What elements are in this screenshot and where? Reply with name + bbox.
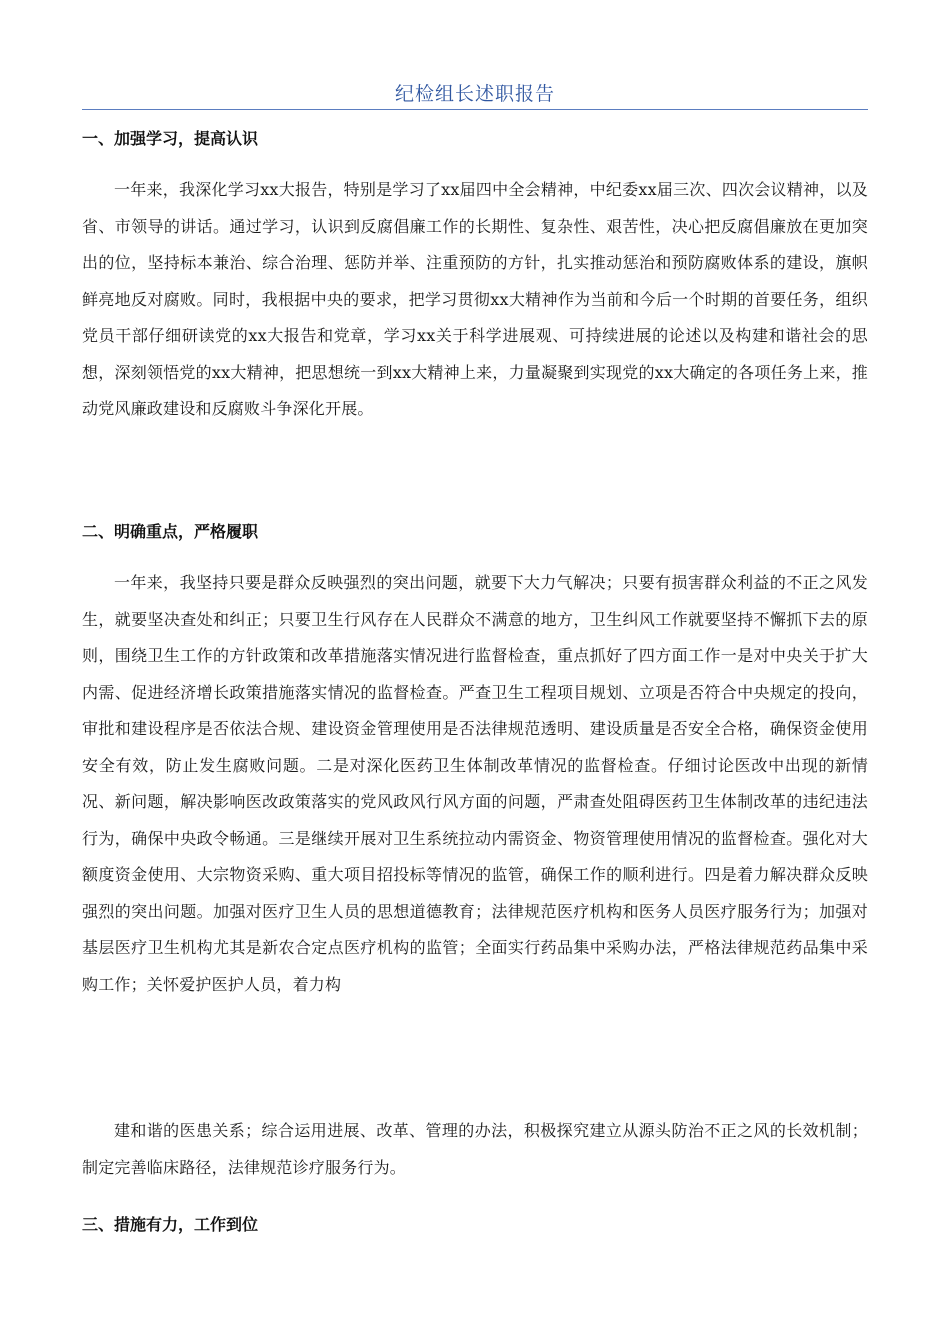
document-title: 纪检组长述职报告 [394, 83, 555, 105]
section-heading-3: 三、措施有力，工作到位 [82, 1215, 259, 1234]
section-2-paragraph-2: 建和谐的医患关系；综合运用进展、改革、管理的办法，积极探究建立从源头防治不正之风的长效机制；制定完善临床路径，法律规范诊疗服务行为。 [82, 1121, 868, 1177]
section-heading-1: 一、加强学习，提高认识 [82, 129, 259, 148]
section-1-paragraph-1: 一年来，我深化学习xx大报告，特别是学习了xx届四中全会精神，中纪委xx届三次、四次会议精神，以及省、市领导的讲话。通过学习，认识到反腐倡廉工作的长期性、复杂性、艰苦性，决心把反腐倡廉放在更加突出的位，坚持标本兼治、综合治理、惩防并举、注重预防的方针，扎实推动惩治和预防腐败体系的建设，旗帜鲜亮地反对腐败。同时，我根据中央的要求，把学习贯彻xx大精神作为当前和今后一个时期的首要任务，组织党员干部仔细研读党的xx大报告和党章，学习xx关于科学进展观、可持续进展的论述以及构建和谐社会的思想，深刻领悟党的xx大精神，把思想统一到xx大精神上来，力量凝聚到实现党的xx大确定的各项任务上来，推动党风廉政建设和反腐败斗争深化开展。 [82, 180, 868, 418]
section-2-paragraph-1: 一年来，我坚持只要是群众反映强烈的突出问题，就要下大力气解决；只要有损害群众利益的不正之风发生，就要坚决查处和纠正；只要卫生行风存在人民群众不满意的地方，卫生纠风工作就要坚持不懈抓下去的原则，围绕卫生工作的方针政策和改革措施落实情况进行监督检查，重点抓好了四方面工作一是对中央关于扩大内需、促进经济增长政策措施落实情况的监督检查。严查卫生工程项目规划、立项是否符合中央规定的投向，审批和建设程序是否依法合规、建设资金管理使用是否法律规范透明、建设质量是否安全合格，确保资金使用安全有效，防止发生腐败问题。二是对深化医药卫生体制改革情况的监督检查。仔细讨论医改中出现的新情况、新问题，解决影响医改政策落实的党风政风行风方面的问题，严肃查处阻碍医药卫生体制改革的违纪违法行为，确保中央政令畅通。三是继续开展对卫生系统拉动内需资金、物资管理使用情况的监督检查。强化对大额度资金使用、大宗物资采购、重大项目招投标等情况的监管，确保工作的顺利进行。四是着力解决群众反映强烈的突出问题。加强对医疗卫生人员的思想道德教育；法律规范医疗机构和医务人员医疗服务行为；加强对基层医疗卫生机构尤其是新农合定点医疗机构的监管；全面实行药品集中采购办法，严格法律规范药品集中采购工作；关怀爱护医护人员，着力构 [82, 573, 868, 994]
section-heading-2: 二、明确重点，严格履职 [82, 522, 259, 541]
title-divider [82, 109, 868, 110]
